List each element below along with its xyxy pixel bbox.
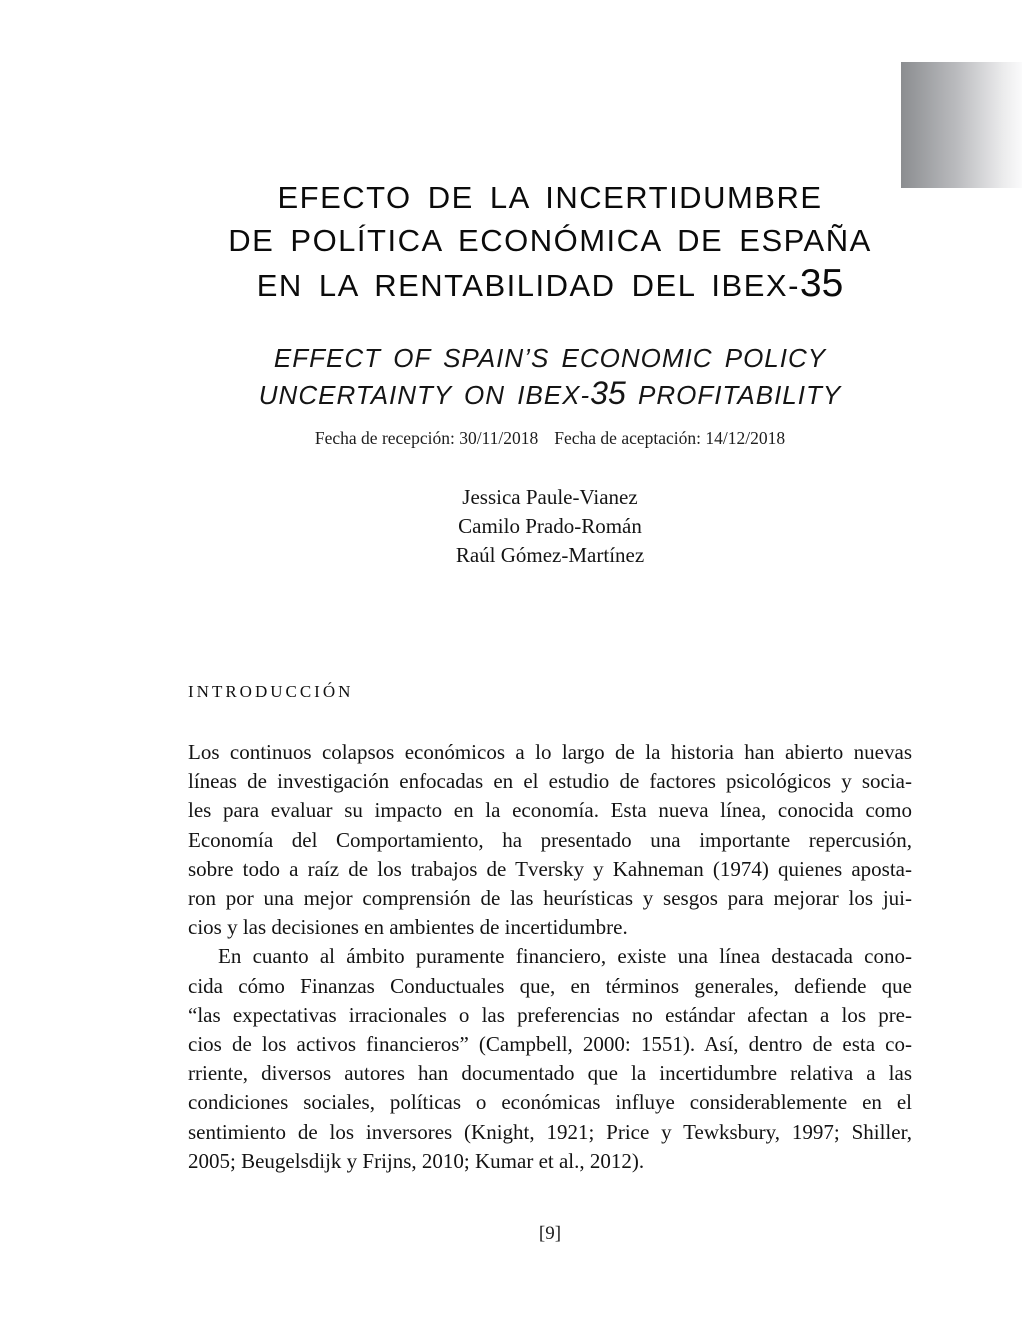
page-number: [9] xyxy=(538,1223,562,1245)
subtitle-line: UNCERTAINTY ON IBEX-35 PROFITABILITY xyxy=(258,375,842,411)
corner-gradient-ornament xyxy=(901,62,1022,188)
submission-dates xyxy=(188,428,912,449)
article-title-spanish xyxy=(188,176,912,307)
text-line: ron por una mejor comprensión de las heurísticas y sesgos para mejorar los jui- xyxy=(188,886,912,911)
author-name: Camilo Prado-Román xyxy=(458,514,642,538)
title-line: EFECTO DE LA INCERTIDUMBRE xyxy=(277,180,823,215)
title-index-number: 35 xyxy=(799,262,844,305)
text-line: les para evaluar su impacto en la economía. Esta nueva línea, conocida como xyxy=(188,798,912,823)
article-title-english xyxy=(188,341,912,413)
text-line: Los continuos colapsos económicos a lo largo de la historia han abierto nuevas xyxy=(188,740,912,764)
text-line: cida cómo Finanzas Conductuales que, en términos generales, defiende que xyxy=(188,973,912,998)
acceptance-date: Fecha de aceptación: 14/12/2018 xyxy=(554,428,786,448)
text-line: 2005; Beugelsdijk y Frijns, 2010; Kumar et al., 2012). xyxy=(188,1148,645,1173)
text-line: rriente, diversos autores han documentado que la incertidumbre relativa a las xyxy=(188,1061,912,1086)
author-list xyxy=(188,483,912,570)
page-content xyxy=(188,0,912,1245)
paragraph-1 xyxy=(188,738,912,942)
paragraph-2 xyxy=(188,942,912,1176)
text-line: cios y las decisiones en ambientes de incertidumbre. xyxy=(188,915,628,940)
text-line: condiciones sociales, políticas o económicas influye considerablemente en el xyxy=(188,1090,912,1115)
title-line: DE POLÍTICA ECONÓMICA DE ESPAÑA xyxy=(228,223,872,258)
title-line: EN LA RENTABILIDAD DEL IBEX-35 xyxy=(256,262,844,305)
text-line: sentimiento de los inversores (Knight, 1921; Price y Tewksbury, 1997; Shiller, xyxy=(188,1119,912,1144)
text-line: líneas de investigación enfocadas en el estudio de factores psicológicos y socia- xyxy=(188,769,912,794)
subtitle-index-number: 35 xyxy=(590,375,626,411)
author-name: Raúl Gómez-Martínez xyxy=(455,543,645,567)
text-line: cios de los activos financieros” (Campbell, 2000: 1551). Así, dentro de esta co- xyxy=(188,1032,912,1057)
text-line: Economía del Comportamiento, ha presentado una importante repercusión, xyxy=(188,827,912,852)
section-heading-introduction: INTRODUCCIÓN xyxy=(188,682,354,701)
text-line: “las expectativas irracionales o las preferencias no estándar afectan a los pre- xyxy=(188,1002,912,1027)
reception-date: Fecha de recepción: 30/11/2018 xyxy=(314,428,539,448)
subtitle-line: EFFECT OF SPAIN’S ECONOMIC POLICY xyxy=(273,343,827,373)
text-line: En cuanto al ámbito puramente financiero, existe una línea destacada cono- xyxy=(218,944,912,969)
text-line: sobre todo a raíz de los trabajos de Tversky y Kahneman (1974) quienes aposta- xyxy=(188,856,912,881)
author-name: Jessica Paule-Vianez xyxy=(462,485,638,509)
